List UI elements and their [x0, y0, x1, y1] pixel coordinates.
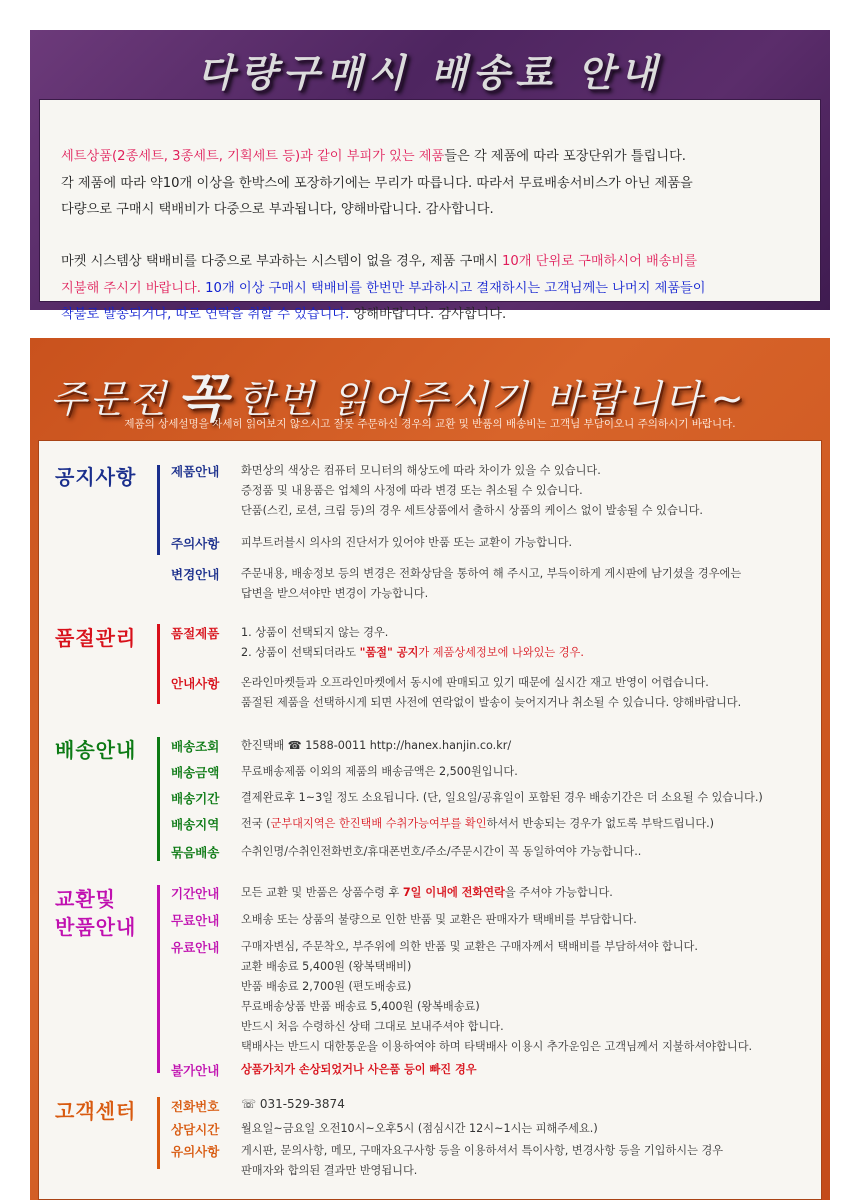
exchange-paid-line: 반품 배송료 2,700원 (편도배송료)	[241, 980, 412, 993]
section-bar-soldout	[157, 624, 160, 704]
soldout-line: 2. 상품이 선택되더라도 "품절" 공지가 제품상세정보에 나와있는 경우.	[241, 646, 584, 659]
exchange-paid-line: 구매자변심, 주문착오, 부주위에 의한 반품 및 교환은 구매자께서 택배비를 부담하셔야 합니다.	[241, 940, 698, 953]
section-title-customer: 고객센터	[55, 1099, 137, 1123]
bulk-line-segment: 마켓 시스템상 택배비를 다중으로 부과하는 시스템이 없을 경우, 제품 구매시	[61, 254, 503, 269]
guide-line: 품절된 제품을 선택하시게 되면 사전에 연락없이 발송이 늦어지거나 취소될 수 있습니다. 양해바랍니다.	[241, 696, 742, 709]
section-bar-exchange	[157, 885, 160, 1073]
label-exchange-impossible: 불가안내	[171, 1063, 220, 1078]
order-notice-content-box	[38, 440, 822, 1200]
change-info-line: 주문내용, 배송정보 등의 변경은 전화상담을 통하여 해 주시고, 부득이하게 게시판에 남기셨을 경우에는	[241, 567, 742, 580]
bulk-shipping-text-box	[39, 99, 821, 322]
label-delivery-inquiry: 배송조회	[171, 739, 220, 754]
order-notice-subtitle: 제품의 상세설명을 자세히 읽어보지 않으시고 잘못 주문하신 경우의 교환 및 반품의 배송비는 고객님 부담이오니 주의하시기 바랍니다.	[124, 418, 736, 430]
title-tilde: ~	[710, 376, 747, 422]
label-exchange-paid: 유료안내	[171, 940, 220, 955]
guide-line: 온라인마켓들과 오프라인마켓에서 동시에 판매되고 있기 때문에 실시간 재고 반영이 어렵습니다.	[241, 676, 709, 689]
label-guide: 안내사항	[171, 676, 220, 691]
title-post: 한번 읽어주시기 바랍니다	[237, 377, 705, 421]
exchange-period-text: 모든 교환 및 반품은 상품수령 후 7일 이내에 전화연락을 주셔야 가능합니다.	[241, 886, 613, 899]
bulk-line	[61, 250, 697, 269]
exchange-free-text: 오배송 또는 상품의 불량으로 인한 반품 및 교환은 판매자가 택배비를 부담합니다.	[241, 913, 637, 926]
product-info-line: 단품(스킨, 로션, 크림 등)의 경우 세트상품에서 출하시 상품의 케이스 없이 발송될 수 있습니다.	[241, 504, 703, 517]
order-notice-panel	[30, 338, 830, 1200]
phone-text: ☏ 031-529-3874	[241, 1097, 345, 1111]
section-title-exchange-2: 반품안내	[55, 915, 137, 939]
product-info-line: 증정품 및 내용품은 업체의 사정에 따라 변경 또는 취소될 수 있습니다.	[241, 484, 583, 497]
exchange-impossible-text: 상품가치가 손상되었거나 사은품 등이 빠진 경우	[241, 1063, 477, 1076]
label-hours: 상담시간	[171, 1122, 220, 1137]
bulk-shipping-panel	[30, 30, 830, 322]
title-emphasis: 꼭	[177, 369, 228, 429]
label-change-info: 변경안내	[171, 567, 220, 582]
section-bar-delivery	[157, 737, 160, 861]
product-info-line: 화면상의 색상은 컴퓨터 모니터의 해상도에 따라 차이가 있을 수 있습니다.	[241, 464, 601, 477]
note-line: 판매자와 합의된 결과만 반영됩니다.	[241, 1164, 418, 1177]
label-exchange-period: 기간안내	[171, 886, 220, 901]
delivery-fee-text: 무료배송제품 이외의 제품의 배송금액은 2,500원입니다.	[241, 765, 518, 778]
label-caution: 주의사항	[171, 536, 220, 551]
section-title-exchange: 교환및	[55, 887, 116, 911]
bulk-line-segment: 지불해 주시기 바랍니다.	[61, 281, 201, 296]
section-bar-notice	[157, 465, 160, 555]
label-exchange-free: 무료안내	[171, 913, 220, 928]
exchange-paid-line: 교환 배송료 5,400원 (왕복택배비)	[241, 960, 412, 973]
label-phone: 전화번호	[171, 1099, 220, 1114]
label-delivery-fee: 배송금액	[171, 765, 220, 780]
section-title-notice: 공지사항	[55, 465, 137, 489]
label-soldout-product: 품절제품	[171, 626, 220, 641]
title-pre: 주문전	[50, 377, 170, 421]
bundle-delivery-text: 수취인명/수취인전화번호/휴대폰번호/주소/주문시간이 꼭 동일하여야 가능합니다..	[241, 845, 642, 858]
bulk-line	[61, 277, 706, 296]
bulk-line-segment: 다량으로 구매시 택배비가 다중으로 부과됩니다, 양해바랍니다. 감사합니다.	[61, 202, 494, 217]
exchange-paid-line: 반드시 처음 수령하신 상태 그대로 보내주셔야 합니다.	[241, 1020, 504, 1033]
delivery-period-text: 결제완료후 1~3일 정도 소요됩니다. (단, 일요일/공휴일이 포함된 경우 배송기간은 더 소요될 수 있습니다.)	[241, 791, 763, 804]
exchange-paid-line: 무료배송상품 반품 배송료 5,400원 (왕복배송료)	[241, 1000, 480, 1013]
bulk-shipping-title: 다량구매시 배송료 안내	[197, 51, 663, 95]
label-product-info: 제품안내	[171, 464, 220, 479]
label-delivery-area: 배송지역	[171, 817, 220, 832]
label-delivery-period: 배송기간	[171, 791, 220, 806]
bulk-line	[61, 303, 506, 322]
bulk-line-segment: 착불로 발송되거나, 따로 연락을 취할 수 있습니다.	[61, 307, 350, 322]
section-title-soldout: 품절관리	[55, 626, 137, 650]
soldout-line: 1. 상품이 선택되지 않는 경우.	[241, 626, 389, 639]
bulk-line-segment: 10개 단위로 구매하시어 배송비를	[502, 254, 697, 269]
bulk-line-segment: 세트상품(2종세트, 3종세트, 기획세트 등)과 같이 부피가 있는 제품	[61, 149, 445, 164]
bulk-line-segment: 양해바랍니다. 감사합니다.	[349, 307, 507, 322]
delivery-inquiry-text: 한진택배 ☎ 1588-0011 http://hanex.hanjin.co.kr/	[241, 739, 512, 752]
change-info-line: 답변을 받으셔야만 변경이 가능합니다.	[241, 587, 429, 600]
exchange-paid-line: 택배사는 반드시 대한통운을 이용하여야 하며 타택배사 이용시 추가운임은 고객님께서 지불하셔야합니다.	[241, 1040, 753, 1053]
bulk-line	[61, 198, 494, 217]
delivery-area-text: 전국 (군부대지역은 한진택배 수취가능여부를 확인하셔서 반송되는 경우가 없도록 부탁드립니다.)	[241, 817, 715, 830]
caution-line: 피부트러블시 의사의 진단서가 있어야 반품 또는 교환이 가능합니다.	[241, 536, 573, 549]
label-bundle-delivery: 묶음배송	[171, 845, 220, 860]
bulk-line-segment: 들은 각 제품에 따라 포장단위가 틀립니다.	[444, 149, 686, 164]
hours-text: 월요일~금요일 오전10시~오후5시 (점심시간 12시~1시는 피해주세요.)	[241, 1122, 598, 1135]
note-line: 게시판, 문의사항, 메모, 구매자요구사항 등을 이용하셔서 특이사항, 변경사항 등을 기입하시는 경우	[241, 1144, 724, 1157]
bulk-line	[61, 145, 686, 164]
bulk-line-segment: 각 제품에 따라 약10개 이상을 한박스에 포장하기에는 무리가 따릅니다. 따라서 무료배송서비스가 아닌 제품을	[61, 176, 693, 191]
bulk-line-segment: 10개 이상 구매시 택배비를 한번만 부과하시고 결재하시는 고객님께는 나머지 제품들이	[200, 281, 706, 296]
label-note: 유의사항	[171, 1144, 220, 1159]
section-bar-customer	[157, 1097, 160, 1169]
bulk-line	[61, 172, 693, 191]
section-title-delivery: 배송안내	[55, 738, 137, 762]
